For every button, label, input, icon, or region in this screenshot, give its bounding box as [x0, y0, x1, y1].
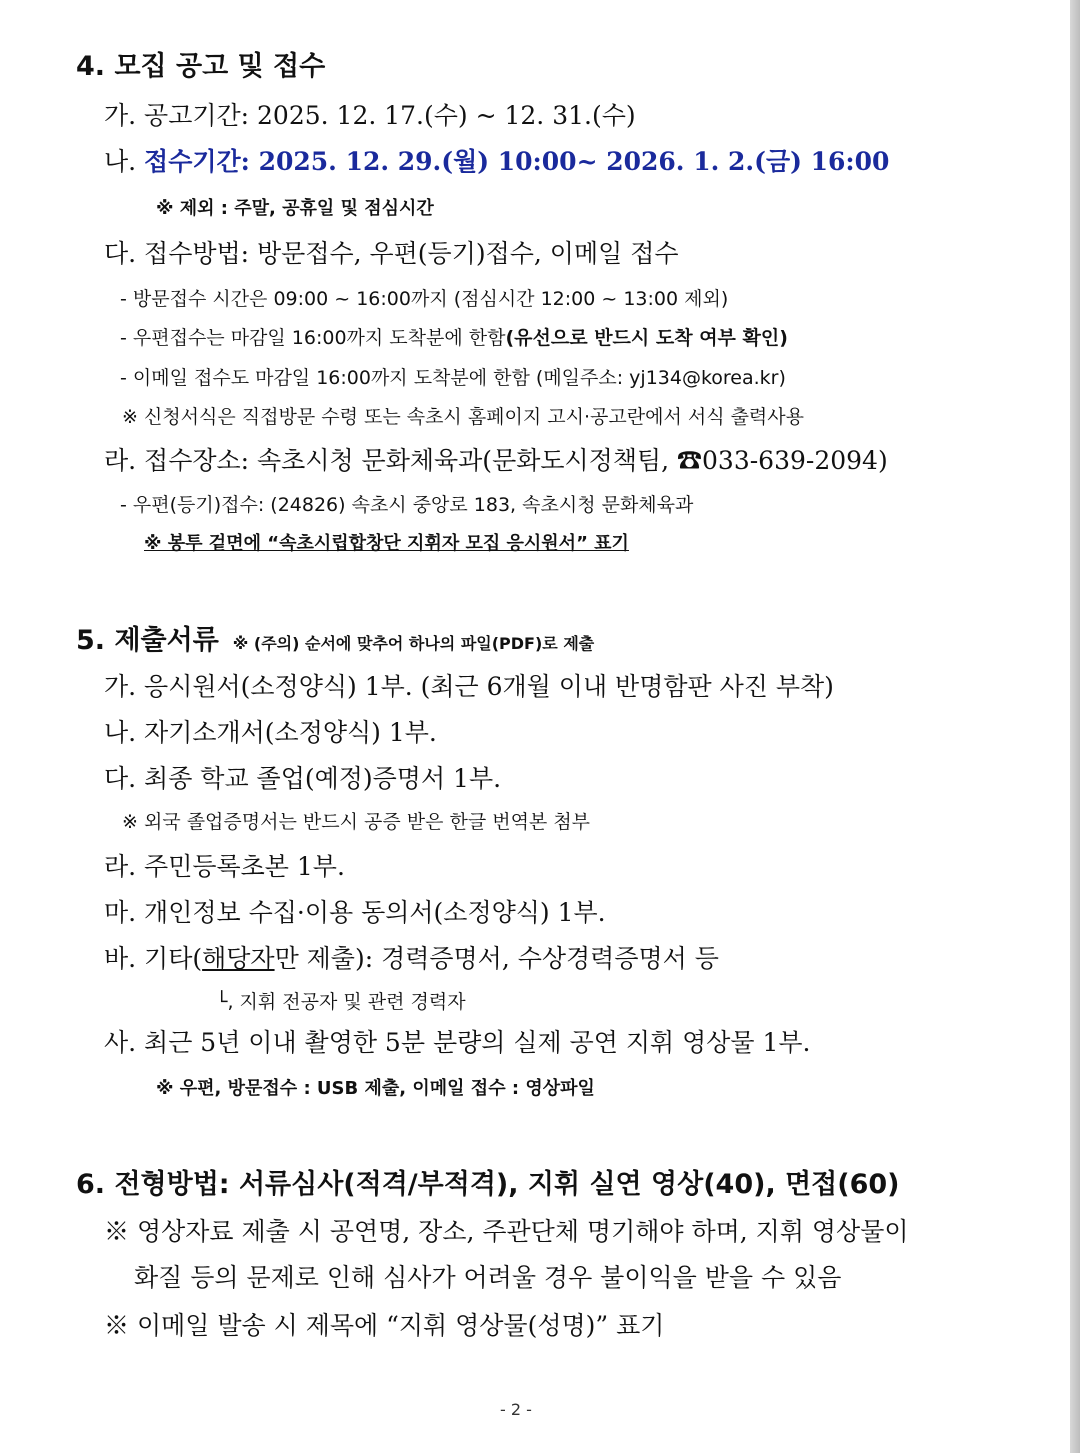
section5-ba-note: └, 지휘 전공자 및 관련 경력자: [216, 991, 466, 1013]
section4-na: [104, 142, 889, 178]
page-edge: [1070, 0, 1080, 1453]
section4-da-2a: - 우편접수는 마감일 16:00까지 도착분에 한함: [120, 327, 506, 349]
section5-da: 다. 최종 학교 졸업(예정)증명서 1부.: [104, 764, 502, 793]
section5-ba: [104, 939, 719, 975]
section4-ga-text: 공고기간: 2025. 12. 17.(수) ~ 12. 31.(수): [144, 101, 636, 130]
section4-ra: 라. 접수장소: 속초시청 문화체육과(문화도시정책팀, ☎033-639-2094): [104, 446, 888, 475]
section5-title-row: [76, 618, 594, 657]
section5-da-note: ※ 외국 졸업증명서는 반드시 공증 받은 한글 번역본 첨부: [122, 811, 591, 833]
section6-note1a: ※ 영상자료 제출 시 공연명, 장소, 주관단체 명기해야 하며, 지휘 영상물이: [104, 1217, 909, 1246]
section5-title-note: ※ (주의) 순서에 맞추어 하나의 파일(PDF)로 제출: [232, 634, 595, 653]
section4-da-3: - 이메일 접수도 마감일 16:00까지 도착분에 한함 (메일주소: yj134@korea.kr): [120, 367, 786, 389]
page-number: - 2 -: [500, 1400, 532, 1419]
section5-sa: 사. 최근 5년 이내 촬영한 5분 분량의 실제 공연 지휘 영상물 1부.: [104, 1028, 811, 1057]
section4-da-2b: (유선으로 반드시 도착 여부 확인): [505, 327, 788, 349]
section4-title: 4. 모집 공고 및 접수: [76, 51, 326, 82]
section4-da-note: ※ 신청서식은 직접방문 수령 또는 속초시 홈페이지 고시·공고란에서 서식 출력사용: [122, 406, 804, 428]
section5-ma: 마. 개인정보 수집·이용 동의서(소정양식) 1부.: [104, 898, 606, 927]
section5-ba-prefix: 바. 기타(: [104, 944, 203, 973]
section6-note2: ※ 이메일 발송 시 제목에 “지휘 영상물(성명)” 표기: [104, 1311, 665, 1340]
section4-da-1: - 방문접수 시간은 09:00 ~ 16:00까지 (점심시간 12:00 ~ 13:00 제외): [120, 288, 729, 310]
section5-ba-underline: 해당자: [202, 944, 275, 973]
section4-ra-note: ※ 봉투 겉면에 “속초시립합창단 지휘자 모집 응시원서” 표기: [144, 533, 629, 554]
section4-na-prefix: 나.: [104, 147, 145, 176]
section4-ra-1: - 우편(등기)접수: (24826) 속초시 중앙로 183, 속초시청 문화체육과: [120, 494, 694, 516]
section5-title: 5. 제출서류: [76, 625, 219, 656]
section5-ra: 라. 주민등록초본 1부.: [104, 852, 345, 881]
section4-da: 다. 접수방법: 방문접수, 우편(등기)접수, 이메일 접수: [104, 239, 679, 268]
section5-sa-note: ※ 우편, 방문접수 : USB 제출, 이메일 접수 : 영상파일: [156, 1078, 595, 1099]
section5-ba-suffix: 만 제출): 경력증명서, 수상경력증명서 등: [274, 944, 719, 973]
section4-da-2: [120, 323, 788, 350]
section4-na-text: 접수기간: 2025. 12. 29.(월) 10:00~ 2026. 1. 2.(금) 16:00: [144, 147, 890, 176]
section5-na: 나. 자기소개서(소정양식) 1부.: [104, 718, 437, 747]
section4-ga: [104, 96, 636, 132]
section6-title: 6. 전형방법: 서류심사(적격/부적격), 지휘 실연 영상(40), 면접(60): [76, 1169, 900, 1200]
section5-ga: 가. 응시원서(소정양식) 1부. (최근 6개월 이내 반명함판 사진 부착): [104, 672, 834, 701]
section4-na-note: ※ 제외 : 주말, 공휴일 및 점심시간: [156, 198, 434, 219]
section4-ga-prefix: 가.: [104, 101, 145, 130]
section6-note1b: 화질 등의 문제로 인해 심사가 어려울 경우 불이익을 받을 수 있음: [134, 1263, 842, 1292]
